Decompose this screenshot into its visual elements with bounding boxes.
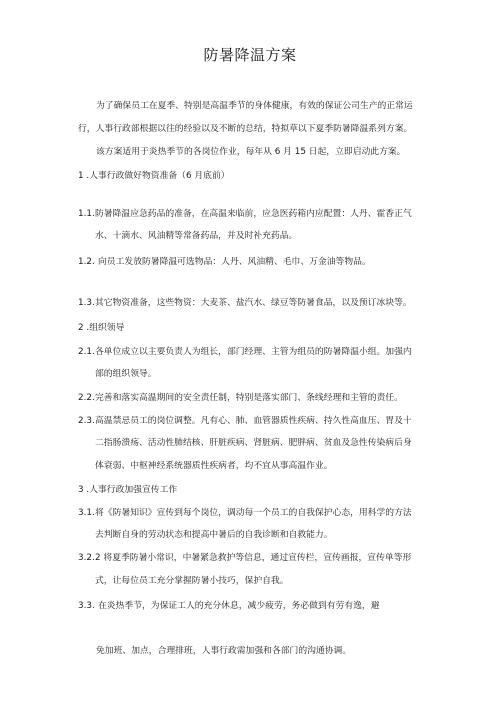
item-number-2-3: 2.3. xyxy=(78,416,95,426)
item-3-1-line-1: 将《防暑知识》宣传到每个岗位，调动每一个员工的自我保护心态，用科学的方法 xyxy=(95,508,412,518)
item-2-3-line-3: 体衰弱、中枢神经系统器质性疾病者，均不宜从事高温作业。 xyxy=(95,461,333,471)
item-1-1-line-1: 防暑降温应急药品的准备，在高温来临前，应急医药箱内应配置：人丹、霍香正气 xyxy=(95,209,412,219)
item-number-1-3: 1.3. xyxy=(78,298,95,308)
intro-line-2: 行，人事行政部根据以往的经验以及不断的总结，特拟草以下夏季防暑降温系列方案。 xyxy=(78,124,413,134)
item-number-3-1: 3.1. xyxy=(78,508,95,518)
intro-line-1: 为了确保员工在夏季、特别是高温季节的身体健康，有效的保证公司生产的正常运 xyxy=(96,101,413,111)
section-heading-1: 1 .人事行政做好物资准备（6 月底前） xyxy=(78,171,230,181)
intro-line-3: 该方案适用于炎热季节的各岗位作业，每年从 6 月 15 日起，立即启动此方案。 xyxy=(96,147,406,157)
item-3-1-line-2: 去判断自身的劳动状态和提高中暑后的自我诊断和自救能力。 xyxy=(95,530,333,540)
item-3-3-line-1: 在炎热季节，为保证工人的充分休息，减少疲劳，务必做到有劳有逸，避 xyxy=(98,601,380,611)
item-1-1-line-2: 水、十滴水、风油精等常备药品，并及时补充药品。 xyxy=(95,231,298,241)
item-2-2-line-1: 完善和落实高温期间的安全责任制，特别是落实部门、条线经理和主管的责任。 xyxy=(95,393,403,403)
item-3-2-line-2: 式，让每位员工充分掌握防暑小技巧，保护自我。 xyxy=(95,576,289,586)
item-number-1-2: 1.2. xyxy=(78,257,95,267)
section-heading-2: 2 .组织领导 xyxy=(78,323,125,333)
item-number-2-2: 2.2. xyxy=(78,393,95,403)
item-number-2-1: 2.1. xyxy=(78,347,95,357)
item-number-3-3: 3.3. xyxy=(78,601,95,611)
item-2-1-line-2: 部的组织领导。 xyxy=(95,369,157,379)
item-1-3-line-1: 其它物资准备，这些物资：大麦茶、盐汽水、绿豆等防暑食品，以及预订冰块等。 xyxy=(95,298,412,308)
closing-line: 免加班、加点，合理排班，人事行政需加强和各部门的沟通协调。 xyxy=(96,646,352,656)
item-number-3-2: 3.2. xyxy=(78,553,95,563)
item-2-3-line-2: 二指肠溃疡、活动性肺结核、肝脏疾病、肾脏病、肥胖病、贫血及急性传染病后身 xyxy=(95,438,412,448)
item-1-2-line-1: 向员工发放防暑降温可选物品：人丹、风油精、毛巾、万金油等物品。 xyxy=(98,257,371,267)
item-2-1-line-1: 各单位成立以主要负责人为组长，部门经理、主管为组员的防暑降温小组。加强内 xyxy=(95,347,412,357)
section-heading-3: 3 .人事行政加强宣传工作 xyxy=(78,485,178,495)
document-title: 防暑降温方案 xyxy=(203,46,297,64)
item-number-1-1: 1.1. xyxy=(78,209,95,219)
item-2-3-line-1: 高温禁忌员工的岗位调整。凡有心、肺、血管器质性疾病、持久性高血压、胃及十 xyxy=(95,416,412,426)
item-3-2-line-1: 2 将夏季防暑小常识，中暑紧急救护等信息，通过宣传栏，宣传画报，宣传单等形 xyxy=(95,553,412,563)
